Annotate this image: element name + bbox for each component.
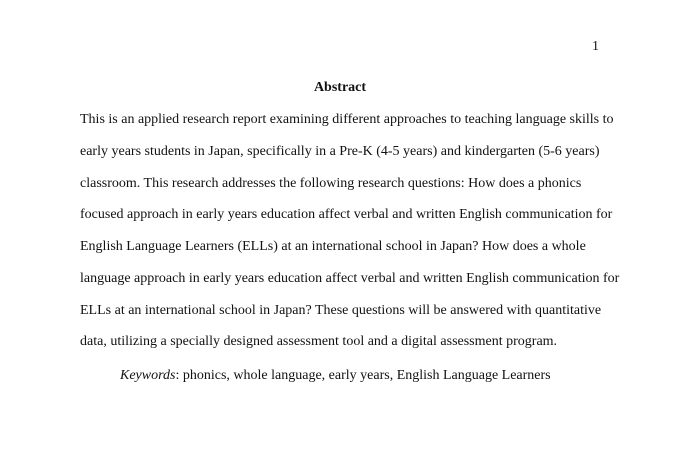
keywords-text: : phonics, whole language, early years, English Language Learners (175, 368, 551, 383)
abstract-line: ELLs at an international school in Japan? These questions will be answered with quantitative (80, 302, 602, 318)
abstract-line: data, utilizing a specially designed assessment tool and a digital assessment program. (80, 334, 558, 350)
keywords-label: Keywords (120, 368, 176, 383)
abstract-line: This is an applied research report examining different approaches to teaching language skills to (80, 112, 614, 127)
page-number: 1 (592, 39, 599, 54)
abstract-body (80, 111, 620, 365)
abstract-line: language approach in early years education affect verbal and written English communication for (80, 270, 620, 286)
abstract-heading: Abstract (313, 80, 367, 95)
abstract-line: focused approach in early years education affect verbal and written English communication for (80, 207, 613, 223)
abstract-line: early years students in Japan, specifically in a Pre-K (4-5 years) and kindergarten (5-6 years) (80, 143, 600, 159)
abstract-line: classroom. This research addresses the following research questions: How does a phonics (80, 175, 582, 191)
abstract-line: English Language Learners (ELLs) at an international school in Japan? How does a whole (80, 239, 586, 254)
keywords-paragraph (120, 367, 551, 385)
